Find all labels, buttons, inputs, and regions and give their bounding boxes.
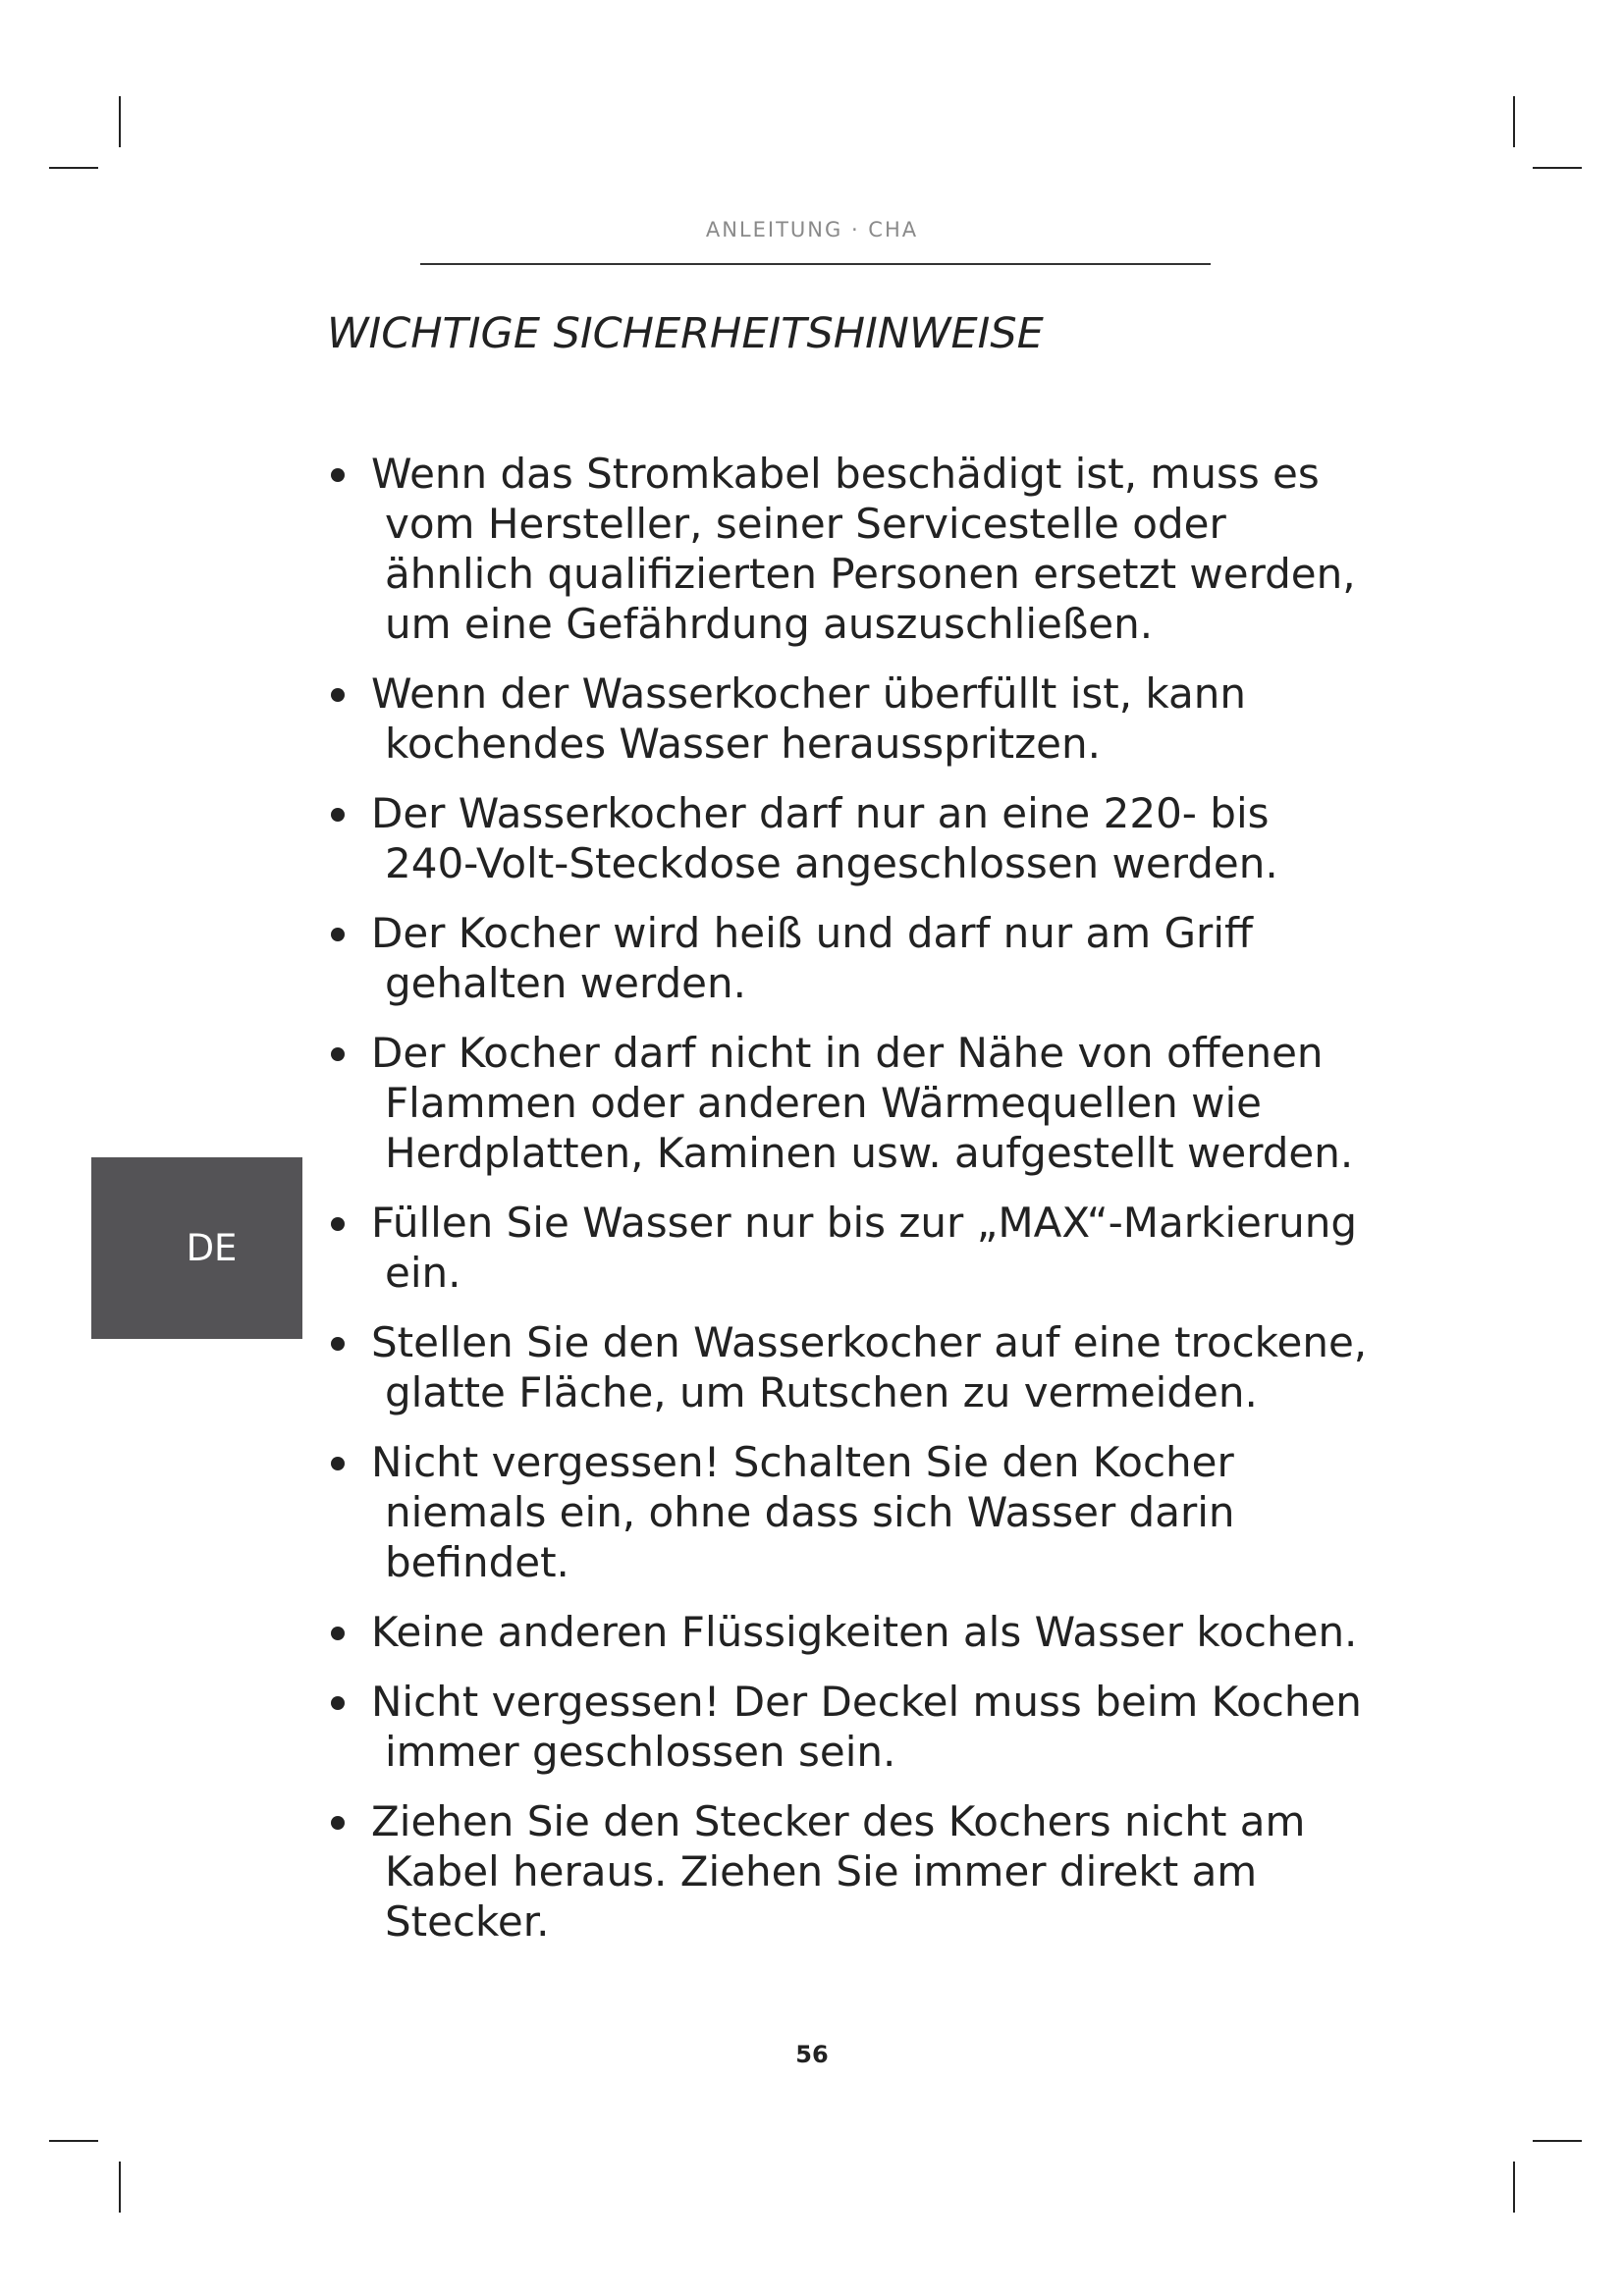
list-item: [327, 908, 1368, 1008]
list-item-text: Der Kocher darf nicht in der Nähe von offenen Flammen oder anderen Wärmequellen wie Herdplatten, Kaminen usw. aufgestellt werden.: [371, 1029, 1354, 1177]
bullet-icon: [331, 1696, 345, 1710]
crop-mark-top-right-horizontal: [1533, 167, 1582, 169]
list-item: [327, 1607, 1368, 1657]
bullet-icon: [331, 808, 345, 822]
header-rule: [420, 263, 1211, 265]
safety-instructions-list: [327, 449, 1368, 1966]
bullet-icon: [331, 1816, 345, 1830]
crop-mark-top-left-horizontal: [49, 167, 98, 169]
crop-mark-bottom-right-horizontal: [1533, 2140, 1582, 2142]
bullet-icon: [331, 468, 345, 482]
section-title: WICHTIGE SICHERHEITSHINWEISE: [327, 309, 1044, 358]
list-item-text: Nicht vergessen! Schalten Sie den Kocher niemals ein, ohne dass sich Wasser darin befindet.: [371, 1438, 1235, 1586]
list-item-text: Wenn das Stromkabel beschädigt ist, muss es vom Hersteller, seiner Servicestelle oder ähnlich qualifizierten Personen ersetzt werden, um eine Gefährdung auszuschließen.: [371, 450, 1356, 648]
list-item-text: Keine anderen Flüssigkeiten als Wasser kochen.: [371, 1608, 1358, 1656]
list-item-text: Stellen Sie den Wasserkocher auf eine trockene, glatte Fläche, um Rutschen zu vermeiden.: [371, 1318, 1368, 1416]
bullet-icon: [331, 1337, 345, 1351]
list-item: [327, 1437, 1368, 1587]
list-item: [327, 1317, 1368, 1417]
list-item: [327, 668, 1368, 769]
list-item: [327, 788, 1368, 888]
list-item-text: Der Kocher wird heiß und darf nur am Griff gehalten werden.: [371, 909, 1253, 1007]
list-item-text: Wenn der Wasserkocher überfüllt ist, kann kochendes Wasser herausspritzen.: [371, 669, 1246, 768]
list-item: [327, 1028, 1368, 1178]
crop-mark-top-left-vertical: [119, 96, 121, 147]
running-head: ANLEITUNG · CHA: [705, 218, 919, 241]
list-item: [327, 449, 1368, 649]
crop-mark-bottom-left-vertical: [119, 2162, 121, 2213]
list-item: [327, 1198, 1368, 1298]
list-item-text: Füllen Sie Wasser nur bis zur „MAX“-Markierung ein.: [371, 1199, 1358, 1297]
bullet-icon: [331, 928, 345, 941]
list-item-text: Nicht vergessen! Der Deckel muss beim Kochen immer geschlossen sein.: [371, 1678, 1362, 1776]
bullet-icon: [331, 1047, 345, 1061]
crop-mark-bottom-left-horizontal: [49, 2140, 98, 2142]
list-item-text: Der Wasserkocher darf nur an eine 220- bis 240-Volt-Steckdose angeschlossen werden.: [371, 789, 1278, 887]
bullet-icon: [331, 1217, 345, 1231]
page-number: 56: [795, 2041, 829, 2068]
bullet-icon: [331, 1627, 345, 1640]
language-tab: [91, 1157, 302, 1339]
crop-mark-top-right-vertical: [1513, 96, 1515, 147]
list-item: [327, 1677, 1368, 1777]
bullet-icon: [331, 688, 345, 702]
list-item: [327, 1796, 1368, 1947]
crop-mark-bottom-right-vertical: [1513, 2162, 1515, 2213]
list-item-text: Ziehen Sie den Stecker des Kochers nicht am Kabel heraus. Ziehen Sie immer direkt am Stecker.: [371, 1797, 1306, 1946]
bullet-icon: [331, 1457, 345, 1470]
language-tab-label: DE: [186, 1227, 238, 1269]
